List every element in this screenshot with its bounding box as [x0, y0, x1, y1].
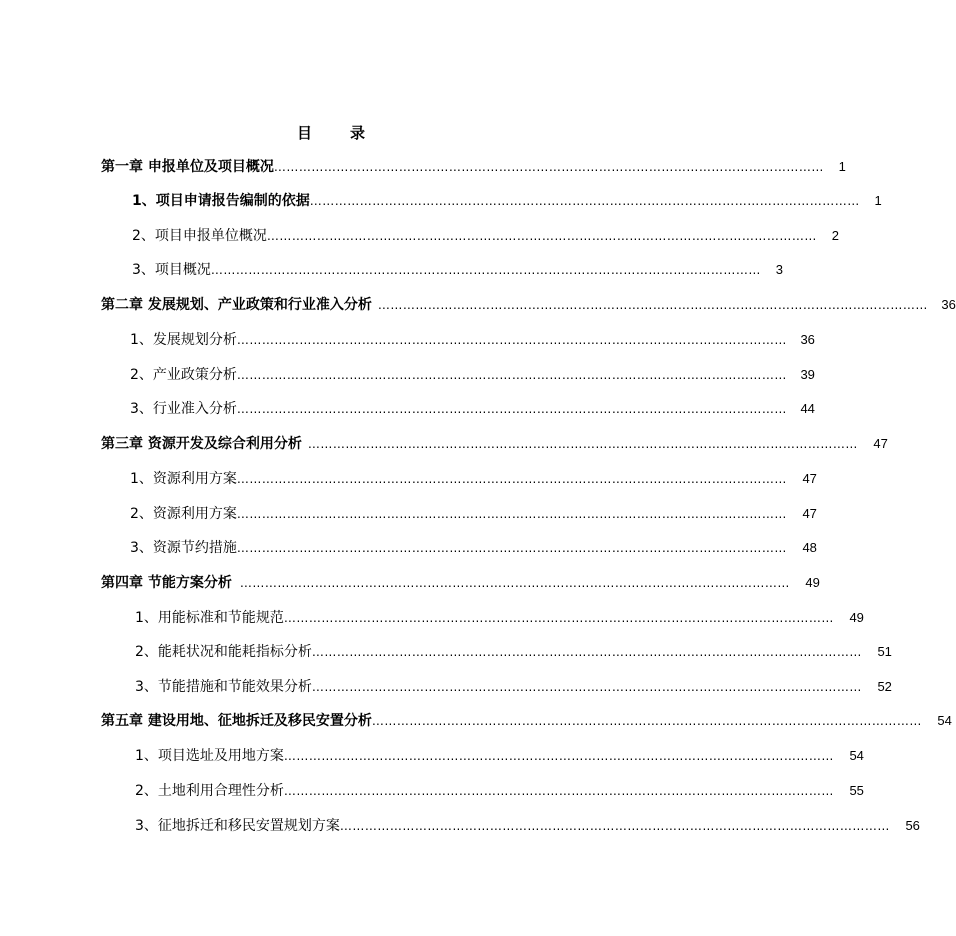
toc-chapter-5[interactable] — [101, 711, 952, 731]
toc-item-2-2[interactable] — [130, 365, 815, 385]
toc-page: 47 — [802, 471, 817, 486]
toc-page: 51 — [877, 644, 892, 659]
toc-page: 52 — [877, 679, 892, 694]
toc-label: 第三章 资源开发及综合利用分析 — [101, 436, 302, 452]
toc-item-3-3[interactable] — [130, 538, 817, 558]
toc-page: 1 — [874, 193, 882, 208]
toc-label: 2、土地利用合理性分析 — [135, 783, 284, 799]
toc-label: 第四章 节能方案分析 — [101, 575, 232, 591]
toc-label: 3、项目概况 — [132, 262, 211, 278]
toc-page: 39 — [800, 367, 815, 382]
toc-label: 2、产业政策分析 — [130, 367, 237, 383]
toc-leader: …………………………………………………………………………………………………………………… — [236, 472, 787, 486]
toc-item-3-1[interactable] — [130, 469, 817, 489]
toc-page: 36 — [941, 297, 956, 312]
toc-leader: …………………………………………………………………………………………………………………… — [266, 229, 817, 243]
toc-chapter-1[interactable] — [101, 157, 846, 177]
toc-leader: …………………………………………………………………………………………………………………… — [283, 611, 834, 625]
toc-page: 54 — [937, 713, 952, 728]
toc-leader: …………………………………………………………………………………………………………………… — [309, 194, 860, 208]
toc-item-5-3[interactable] — [135, 816, 920, 836]
toc-label: 第二章 发展规划、产业政策和行业准入分析 — [101, 297, 372, 313]
toc-page: 54 — [849, 748, 864, 763]
toc-item-5-1[interactable] — [135, 746, 864, 766]
toc-label: 2、能耗状况和能耗指标分析 — [135, 644, 312, 660]
toc-page: 3 — [775, 262, 783, 277]
toc-page: 48 — [802, 540, 817, 555]
toc-label: 2、项目申报单位概况 — [132, 228, 267, 244]
toc-chapter-2[interactable] — [101, 295, 956, 315]
toc-label: 3、征地拆迁和移民安置规划方案 — [135, 818, 340, 834]
toc-chapter-4[interactable] — [101, 573, 820, 593]
toc-leader: …………………………………………………………………………………………………………………… — [311, 680, 862, 694]
toc-page: 2 — [831, 228, 839, 243]
toc-label: 3、资源节约措施 — [130, 540, 237, 556]
toc-item-1-2[interactable] — [132, 226, 839, 246]
toc-label: 1、用能标准和节能规范 — [135, 610, 284, 626]
toc-leader: …………………………………………………………………………………………………………………… — [236, 333, 787, 347]
toc-page: 47 — [873, 436, 888, 451]
toc-item-4-3[interactable] — [135, 677, 892, 697]
toc-label: 1、资源利用方案 — [130, 471, 237, 487]
toc-label: 3、节能措施和节能效果分析 — [135, 679, 312, 695]
toc-item-2-1[interactable] — [130, 330, 815, 350]
toc-page: 47 — [802, 506, 817, 521]
toc-page: 49 — [849, 610, 864, 625]
toc-item-2-3[interactable] — [130, 399, 815, 419]
toc-leader: …………………………………………………………………………………………………………………… — [239, 576, 790, 590]
toc-title-part2: 录 — [350, 124, 366, 142]
toc-page: 44 — [800, 401, 815, 416]
toc-item-1-1[interactable] — [132, 191, 882, 211]
toc-label: 1、发展规划分析 — [130, 332, 237, 348]
toc-leader: …………………………………………………………………………………………………………………… — [339, 819, 890, 833]
toc-item-5-2[interactable] — [135, 781, 864, 801]
toc-title-part1: 目 — [297, 124, 313, 142]
toc-page: 1 — [838, 159, 846, 174]
toc-leader: …………………………………………………………………………………………………………………… — [236, 402, 787, 416]
toc-page: 55 — [849, 783, 864, 798]
toc-leader: …………………………………………………………………………………………………………………… — [311, 645, 862, 659]
toc-leader: …………………………………………………………………………………………………………………… — [273, 160, 824, 174]
toc-chapter-3[interactable] — [101, 434, 888, 454]
toc-leader: …………………………………………………………………………………………………………………… — [236, 541, 787, 555]
toc-label: 第一章 申报单位及项目概况 — [101, 159, 274, 175]
toc-label: 1、项目申请报告编制的依据 — [132, 193, 310, 209]
toc-label: 第五章 建设用地、征地拆迁及移民安置分析 — [101, 713, 372, 729]
toc-leader: …………………………………………………………………………………………………………………… — [283, 749, 834, 763]
toc-label: 1、项目选址及用地方案 — [135, 748, 284, 764]
toc-leader: …………………………………………………………………………………………………………………… — [307, 437, 858, 451]
toc-item-1-3[interactable] — [132, 260, 783, 280]
toc-leader: …………………………………………………………………………………………………………………… — [371, 714, 922, 728]
toc-item-4-2[interactable] — [135, 642, 892, 662]
toc-leader: …………………………………………………………………………………………………………………… — [236, 507, 787, 521]
toc-item-3-2[interactable] — [130, 504, 817, 524]
toc-item-4-1[interactable] — [135, 608, 864, 628]
toc-page: 56 — [905, 818, 920, 833]
toc-leader: …………………………………………………………………………………………………………………… — [236, 368, 787, 382]
toc-title — [0, 122, 662, 144]
toc-leader: …………………………………………………………………………………………………………………… — [210, 263, 761, 277]
toc-label: 3、行业准入分析 — [130, 401, 237, 417]
toc-leader: …………………………………………………………………………………………………………………… — [283, 784, 834, 798]
toc-page: 49 — [805, 575, 820, 590]
toc-page: 36 — [800, 332, 815, 347]
toc-label: 2、资源利用方案 — [130, 506, 237, 522]
toc-leader: …………………………………………………………………………………………………………………… — [377, 298, 928, 312]
